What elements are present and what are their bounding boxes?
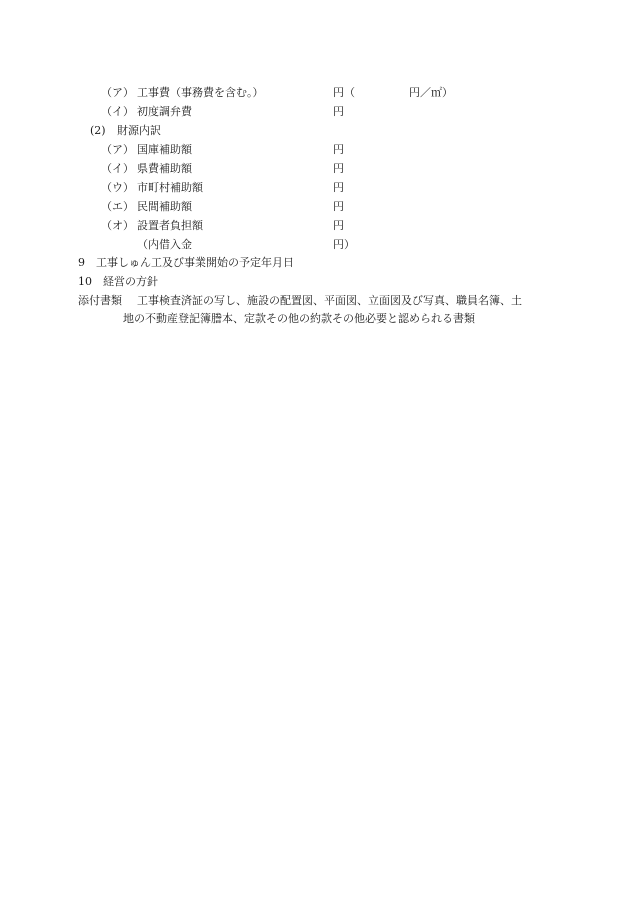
- attachments-heading: 添付書類: [78, 294, 122, 307]
- prefectural-subsidy-yen: 円: [333, 162, 344, 175]
- municipal-subsidy-yen: 円: [333, 181, 344, 194]
- section-2-mark: (2): [90, 124, 106, 137]
- construction-cost-label: 工事費（事務費を含む。）: [137, 86, 264, 99]
- initial-equipment-yen: 円: [333, 105, 344, 118]
- section-2-title: 財源内訳: [117, 124, 161, 137]
- per-square-meter-yen: 円／㎡）: [409, 86, 453, 99]
- private-subsidy-label: 民間補助額: [137, 200, 192, 213]
- founder-burden-label: 設置者負担額: [137, 219, 203, 232]
- prefectural-subsidy-label: 県費補助額: [137, 162, 192, 175]
- item-9-schedule: 9 工事しゅん工及び事業開始の予定年月日: [78, 256, 294, 269]
- attachments-line-2: 地の不動産登記簿謄本、定款その他の約款その他必要と認められる書類: [123, 312, 475, 325]
- loan-yen: 円）: [333, 238, 355, 251]
- initial-equipment-label: 初度調弁費: [137, 105, 192, 118]
- municipal-subsidy-label: 市町村補助額: [137, 181, 203, 194]
- founder-burden-yen: 円: [333, 219, 344, 232]
- funding-mark-a: （ア）: [101, 143, 134, 156]
- loan-label: （内借入金: [137, 238, 192, 251]
- funding-mark-i: （イ）: [101, 162, 134, 175]
- national-subsidy-yen: 円: [333, 143, 344, 156]
- funding-mark-u: （ウ）: [101, 181, 134, 194]
- funding-mark-e: （エ）: [101, 200, 134, 213]
- item-10-policy: 10 経営の方針: [78, 275, 158, 288]
- row-mark-i: （イ）: [101, 105, 134, 118]
- funding-mark-o: （オ）: [101, 219, 134, 232]
- attachments-line-1: 工事検査済証の写し、施設の配置図、平面図、立面図及び写真、職員名簿、土: [137, 294, 522, 307]
- national-subsidy-label: 国庫補助額: [137, 143, 192, 156]
- private-subsidy-yen: 円: [333, 200, 344, 213]
- construction-cost-yen: 円（: [333, 86, 355, 99]
- row-mark-a: （ア）: [101, 86, 134, 99]
